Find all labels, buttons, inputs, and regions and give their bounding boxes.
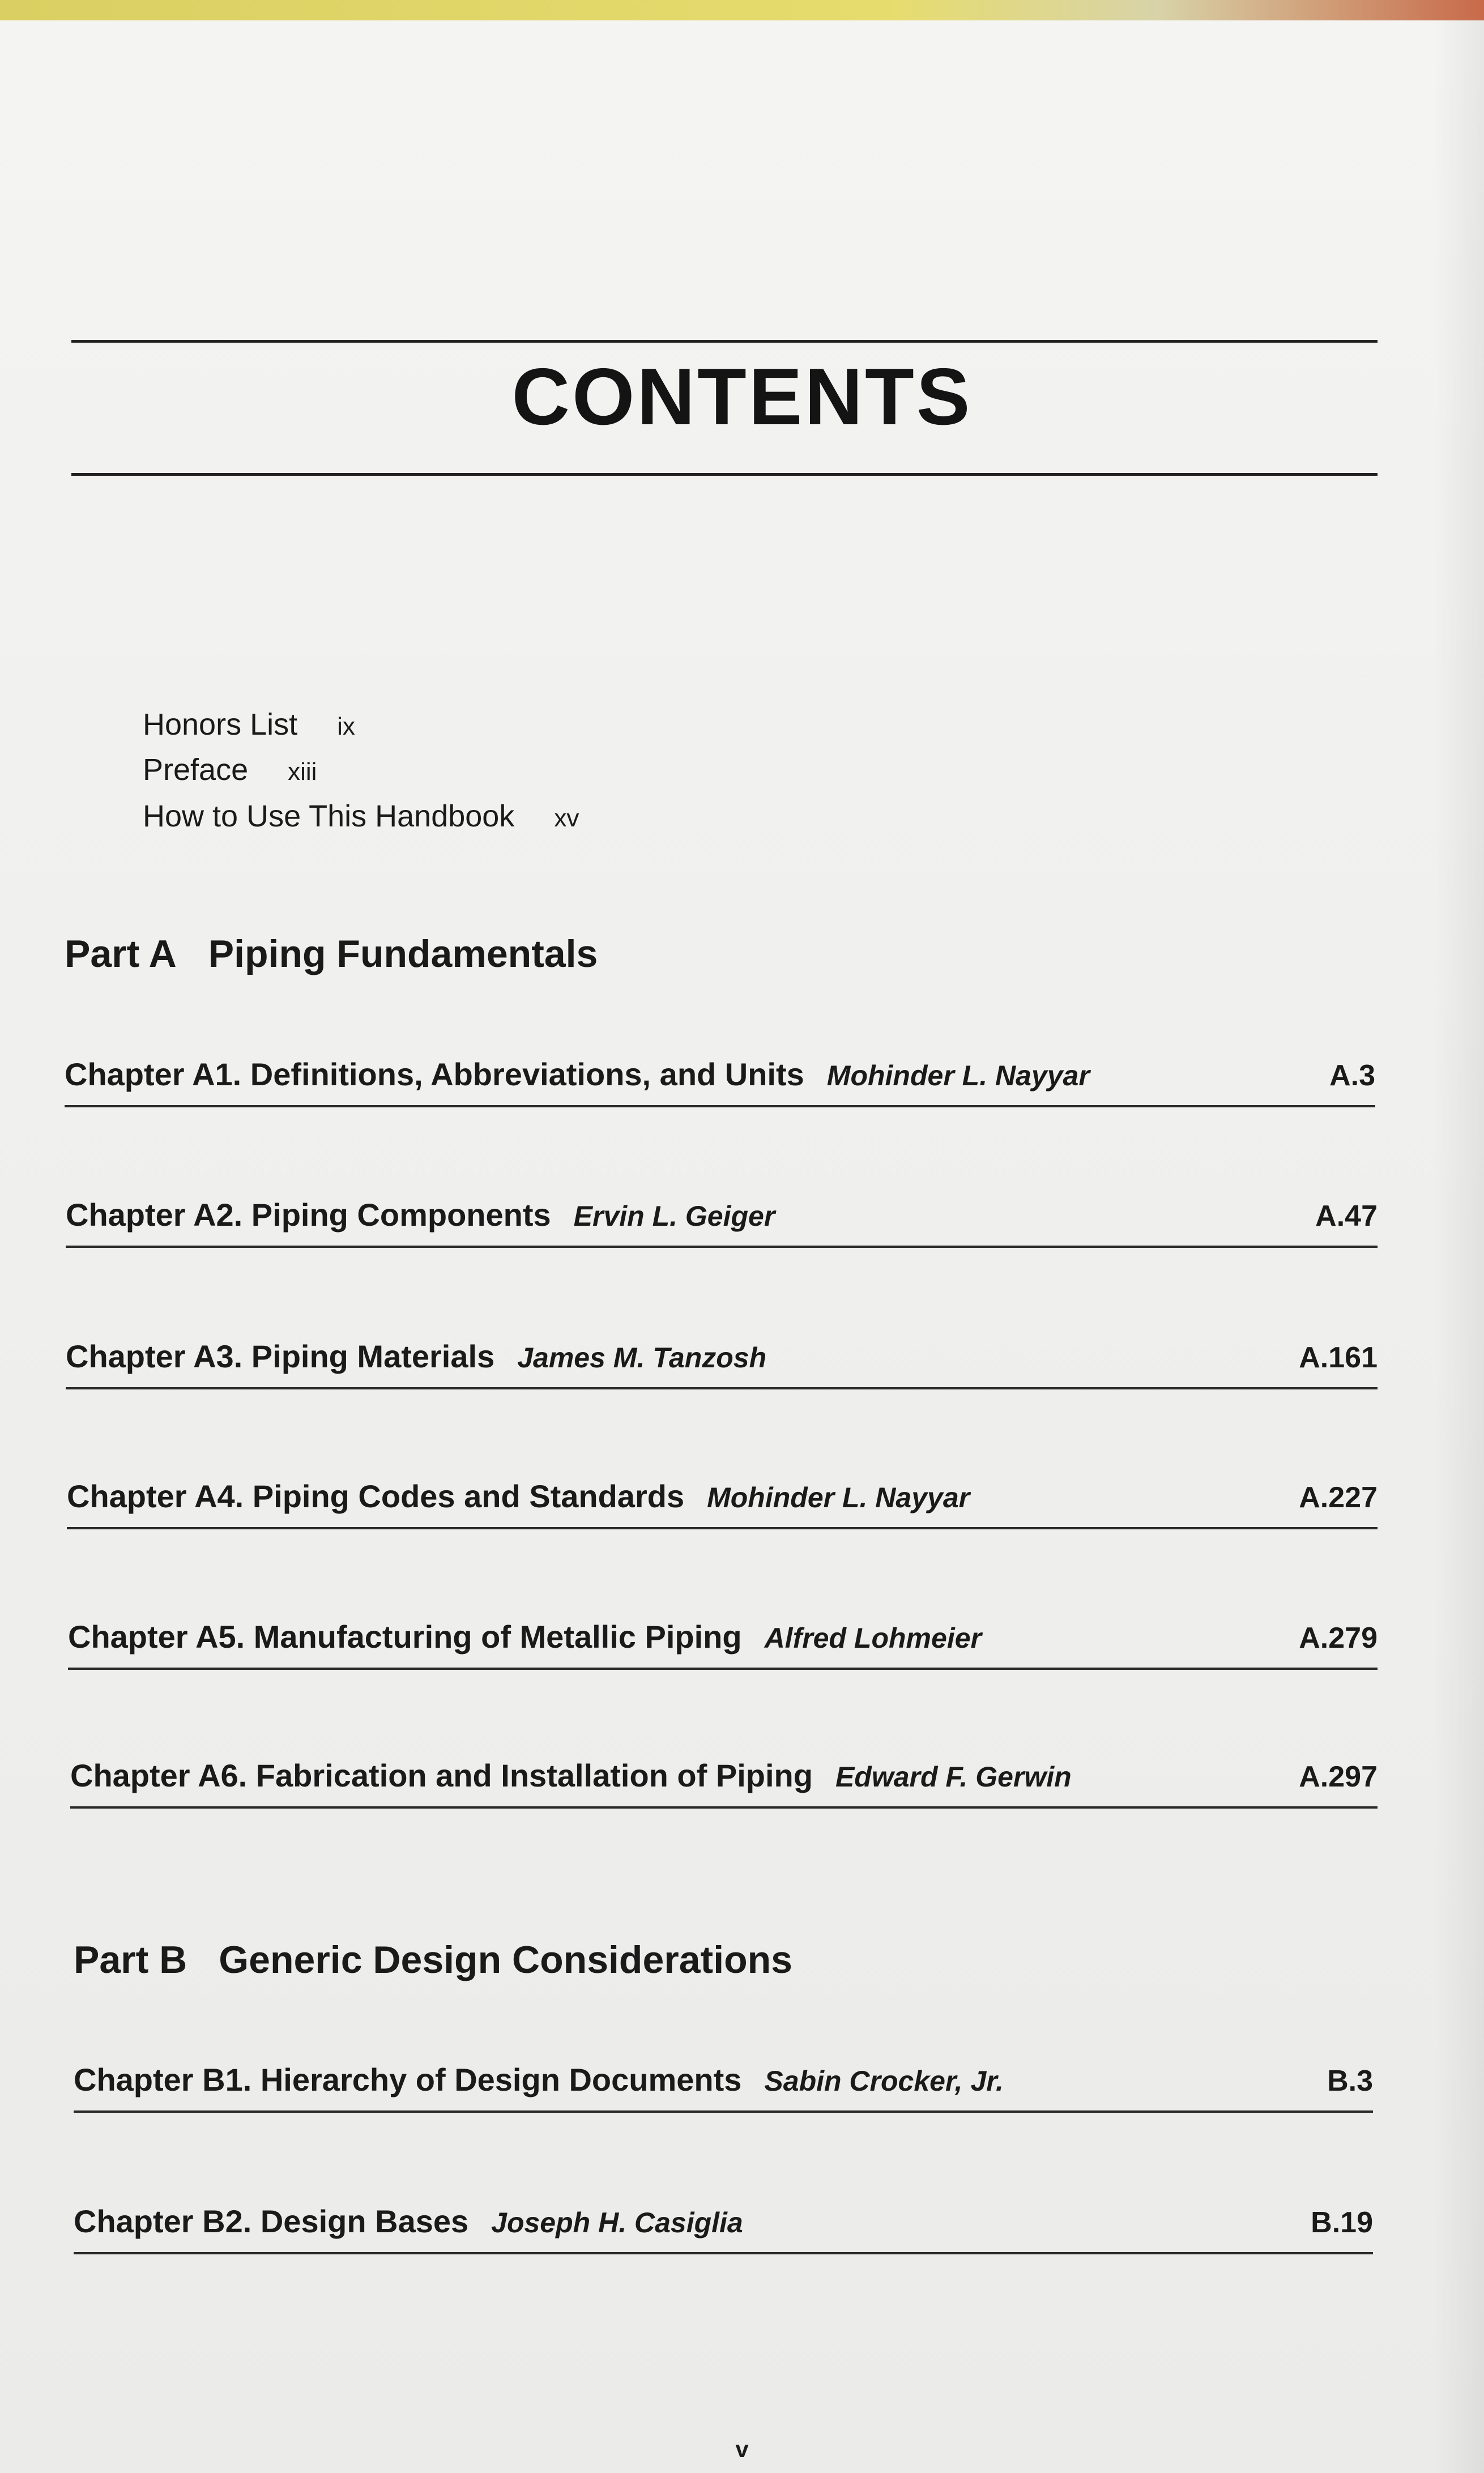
front-matter-page: xiii [288, 758, 317, 786]
part-label: Part A [65, 932, 177, 975]
chapter-page: A.227 [1299, 1481, 1378, 1514]
chapter-number: Chapter A1. [65, 1056, 242, 1092]
chapter-page: A.279 [1299, 1622, 1378, 1655]
chapter-author: Sabin Crocker, Jr. [764, 2065, 1004, 2097]
chapter-entry [74, 2175, 1373, 2254]
front-matter-label: Honors List [143, 707, 298, 741]
chapter-rule [66, 1246, 1378, 1248]
front-matter-item [143, 709, 355, 740]
front-matter-label: Preface [143, 753, 249, 787]
chapter-author: Ervin L. Geiger [573, 1200, 775, 1232]
chapter-page: B.3 [1327, 2065, 1373, 2097]
front-matter-page: xv [554, 804, 579, 832]
page-title: CONTENTS [511, 352, 973, 442]
chapter-rule [68, 1668, 1378, 1670]
chapter-rule [66, 1387, 1378, 1389]
chapter-title: Definitions, Abbreviations, and Units [250, 1056, 804, 1092]
page-number: v [735, 2436, 749, 2462]
part-title: Generic Design Considerations [219, 1938, 792, 1981]
chapter-title: Fabrication and Installation of Piping [255, 1758, 813, 1793]
chapter-number: Chapter A4. [67, 1478, 244, 1514]
chapter-entry [65, 1028, 1375, 1107]
chapter-page: A.3 [1329, 1059, 1375, 1092]
chapter-title: Design Bases [260, 2203, 469, 2239]
chapter-title: Manufacturing of Metallic Piping [253, 1619, 742, 1655]
part-label: Part B [74, 1938, 187, 1981]
front-matter-item [143, 754, 317, 785]
front-matter-page: ix [337, 713, 355, 740]
part-heading [74, 1938, 792, 1981]
chapter-rule [67, 1527, 1378, 1529]
chapter-entry [67, 1450, 1378, 1529]
chapter-page: A.297 [1299, 1760, 1378, 1793]
chapter-number: Chapter A5. [68, 1619, 245, 1655]
chapter-author: Alfred Lohmeier [764, 1622, 982, 1654]
chapter-author: Mohinder L. Nayyar [707, 1482, 970, 1513]
chapter-number: Chapter B2. [74, 2203, 252, 2239]
chapter-rule [74, 2110, 1373, 2113]
chapter-author: Joseph H. Casiglia [491, 2207, 743, 2239]
chapter-title: Hierarchy of Design Documents [260, 2062, 742, 2097]
chapter-page: B.19 [1311, 2206, 1373, 2239]
chapter-title: Piping Codes and Standards [252, 1478, 685, 1514]
chapter-entry [74, 2033, 1373, 2113]
chapter-rule [74, 2252, 1373, 2254]
chapter-title: Piping Materials [251, 1338, 495, 1374]
background-cover-strip [0, 0, 1484, 23]
part-heading [65, 932, 598, 975]
chapter-page: A.47 [1315, 1200, 1378, 1233]
chapter-title: Piping Components [251, 1197, 551, 1233]
chapter-rule [65, 1105, 1375, 1107]
title-rule-top [71, 340, 1378, 343]
chapter-number: Chapter A6. [70, 1758, 248, 1793]
chapter-rule [70, 1806, 1378, 1809]
chapter-number: Chapter A2. [66, 1197, 243, 1233]
chapter-entry [66, 1310, 1378, 1389]
front-matter-item [143, 801, 579, 832]
title-rule-bottom [71, 473, 1378, 476]
chapter-author: Edward F. Gerwin [835, 1761, 1072, 1793]
chapter-number: Chapter B1. [74, 2062, 252, 2097]
chapter-entry [70, 1729, 1378, 1809]
chapter-number: Chapter A3. [66, 1338, 243, 1374]
part-title: Piping Fundamentals [208, 932, 598, 975]
chapter-page: A.161 [1299, 1341, 1378, 1374]
chapter-author: Mohinder L. Nayyar [826, 1060, 1090, 1091]
front-matter-label: How to Use This Handbook [143, 799, 515, 833]
chapter-author: James M. Tanzosh [517, 1342, 767, 1374]
chapter-entry [66, 1169, 1378, 1248]
chapter-entry [68, 1591, 1378, 1670]
